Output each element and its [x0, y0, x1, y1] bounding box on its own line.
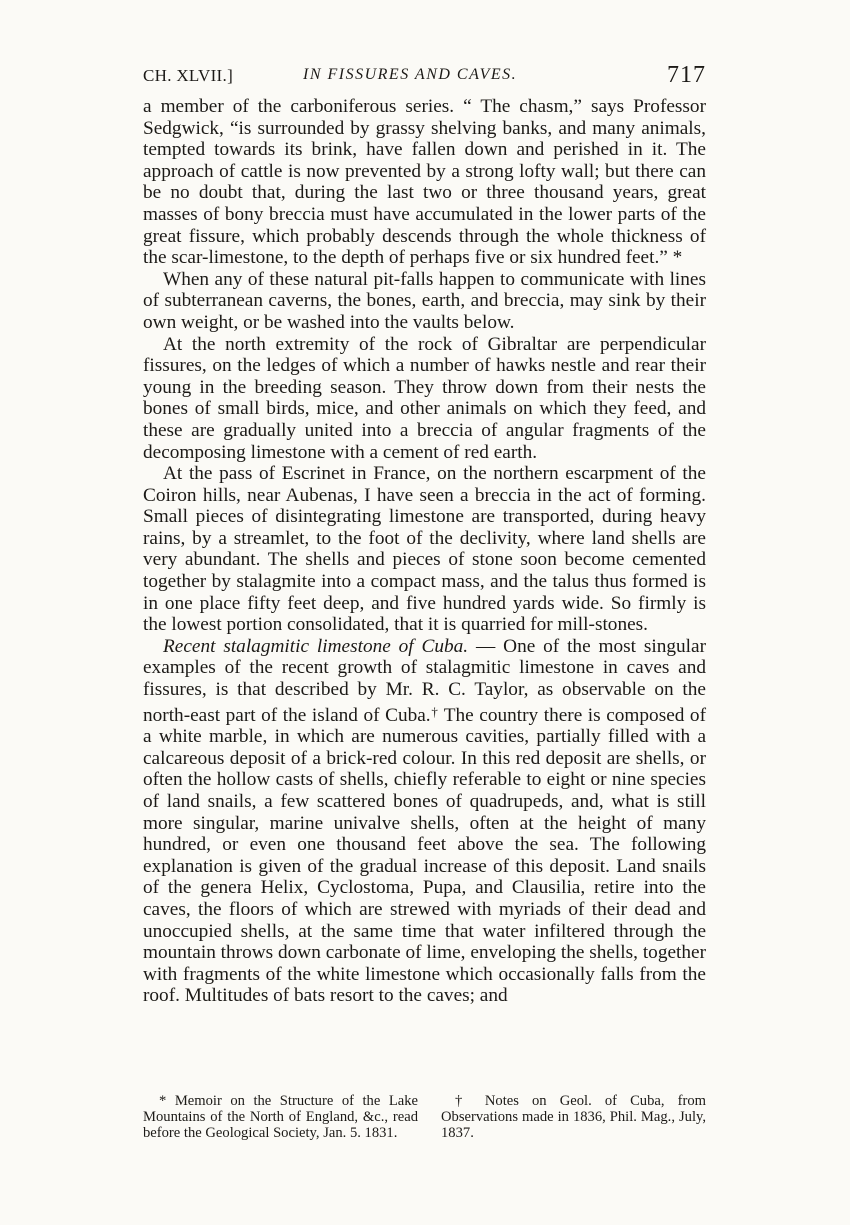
paragraph-pit-falls: When any of these natural pit-falls happen to communicate with lines of subterranean caverns, the bones, earth, and breccia, may sink by their own weight, or be washed into the vaults below. — [143, 268, 706, 333]
running-title: IN FISSURES AND CAVES. — [303, 66, 518, 83]
footnote-marker-dagger: † — [430, 703, 439, 719]
body-text — [143, 96, 706, 1007]
paragraph-cuba-text-a: — One of the most singular examples of the recent growth of stalagmitic limestone in caves and fissures, is that described by Mr. R. C. Taylor, as observable on the north-east part of the island of Cuba. — [143, 635, 706, 726]
paragraph-cuba — [143, 636, 706, 1007]
paragraph-cuba-text-b: The country there is composed of a white marble, in which are numerous cavities, partially filled with a calcareous deposit of a brick-red colour. In this red deposit are shells, or often the hollow casts of shells, chiefly referable to eight or nine species of land snails, a few scattered bones of quadrupeds, and, what is still more singular, marine univalve shells, often at the height of many hundred, or even one thousand feet above the sea. The following explanation is given of the gradual increase of this deposit. Land snails of the genera Helix, Cyclostoma, Pupa, and Clausilia, retire into the caves, the floors of which are strewed with myriads of their dead and unoccupied shells, at the same time that water infiltered through the mountain throws down carbonate of lime, enveloping the shells, together with fragments of the white limestone which occasionally falls from the roof. Multitudes of bats resort to the caves; and — [143, 704, 706, 1007]
paragraph-chasm: a member of the carboniferous series. “ The chasm,” says Professor Sedgwick, “is surrounded by grassy shelving banks, and many animals, tempted towards its brink, have fallen down and perished in it. The approach of cattle is now prevented by a strong lofty wall; but there can be no doubt that, during the last two or three thousand years, great masses of bony breccia must have accumulated in the lower parts of the great fissure, which probably descends through the whole thickness of the scar-limestone, to the depth of perhaps five or six hundred feet.” * — [143, 96, 706, 269]
paragraph-gibraltar: At the north extremity of the rock of Gibraltar are perpendicular fissures, on the ledges of which a number of hawks nestle and rear their young in the breeding season. They throw down from their nests the bones of small birds, mice, and other animals on which they feed, and these are gradually united into a breccia of angular fragments of the decomposing limestone with a cement of red earth. — [143, 333, 706, 463]
footnote-sedgwick: * Memoir on the Structure of the Lake Mountains of the North of England, &c., read before the Geological Society, Jan. 5. 1831. — [143, 1093, 418, 1142]
chapter-label: CH. XLVII.] — [143, 66, 234, 85]
paragraph-escrinet: At the pass of Escrinet in France, on the northern escarpment of the Coiron hills, near Aubenas, I have seen a breccia in the act of forming. Small pieces of disintegrating limestone are transported, during heavy rains, by a streamlet, to the foot of the declivity, where land shells are very abundant. The shells and pieces of stone soon become cemented together by stalagmite into a compact mass, and the talus thus formed is in one place fifty feet deep, and five hundred yards wide. So firmly is the lowest portion consolidated, that it is quarried for mill-stones. — [143, 463, 706, 636]
section-heading-cuba: Recent stalagmitic limestone of Cuba. — [163, 635, 469, 657]
page-number: 717 — [667, 62, 706, 88]
running-header — [143, 62, 706, 92]
footnote-cuba: † Notes on Geol. of Cuba, from Observations made in 1836, Phil. Mag., July, 1837. — [441, 1093, 706, 1142]
